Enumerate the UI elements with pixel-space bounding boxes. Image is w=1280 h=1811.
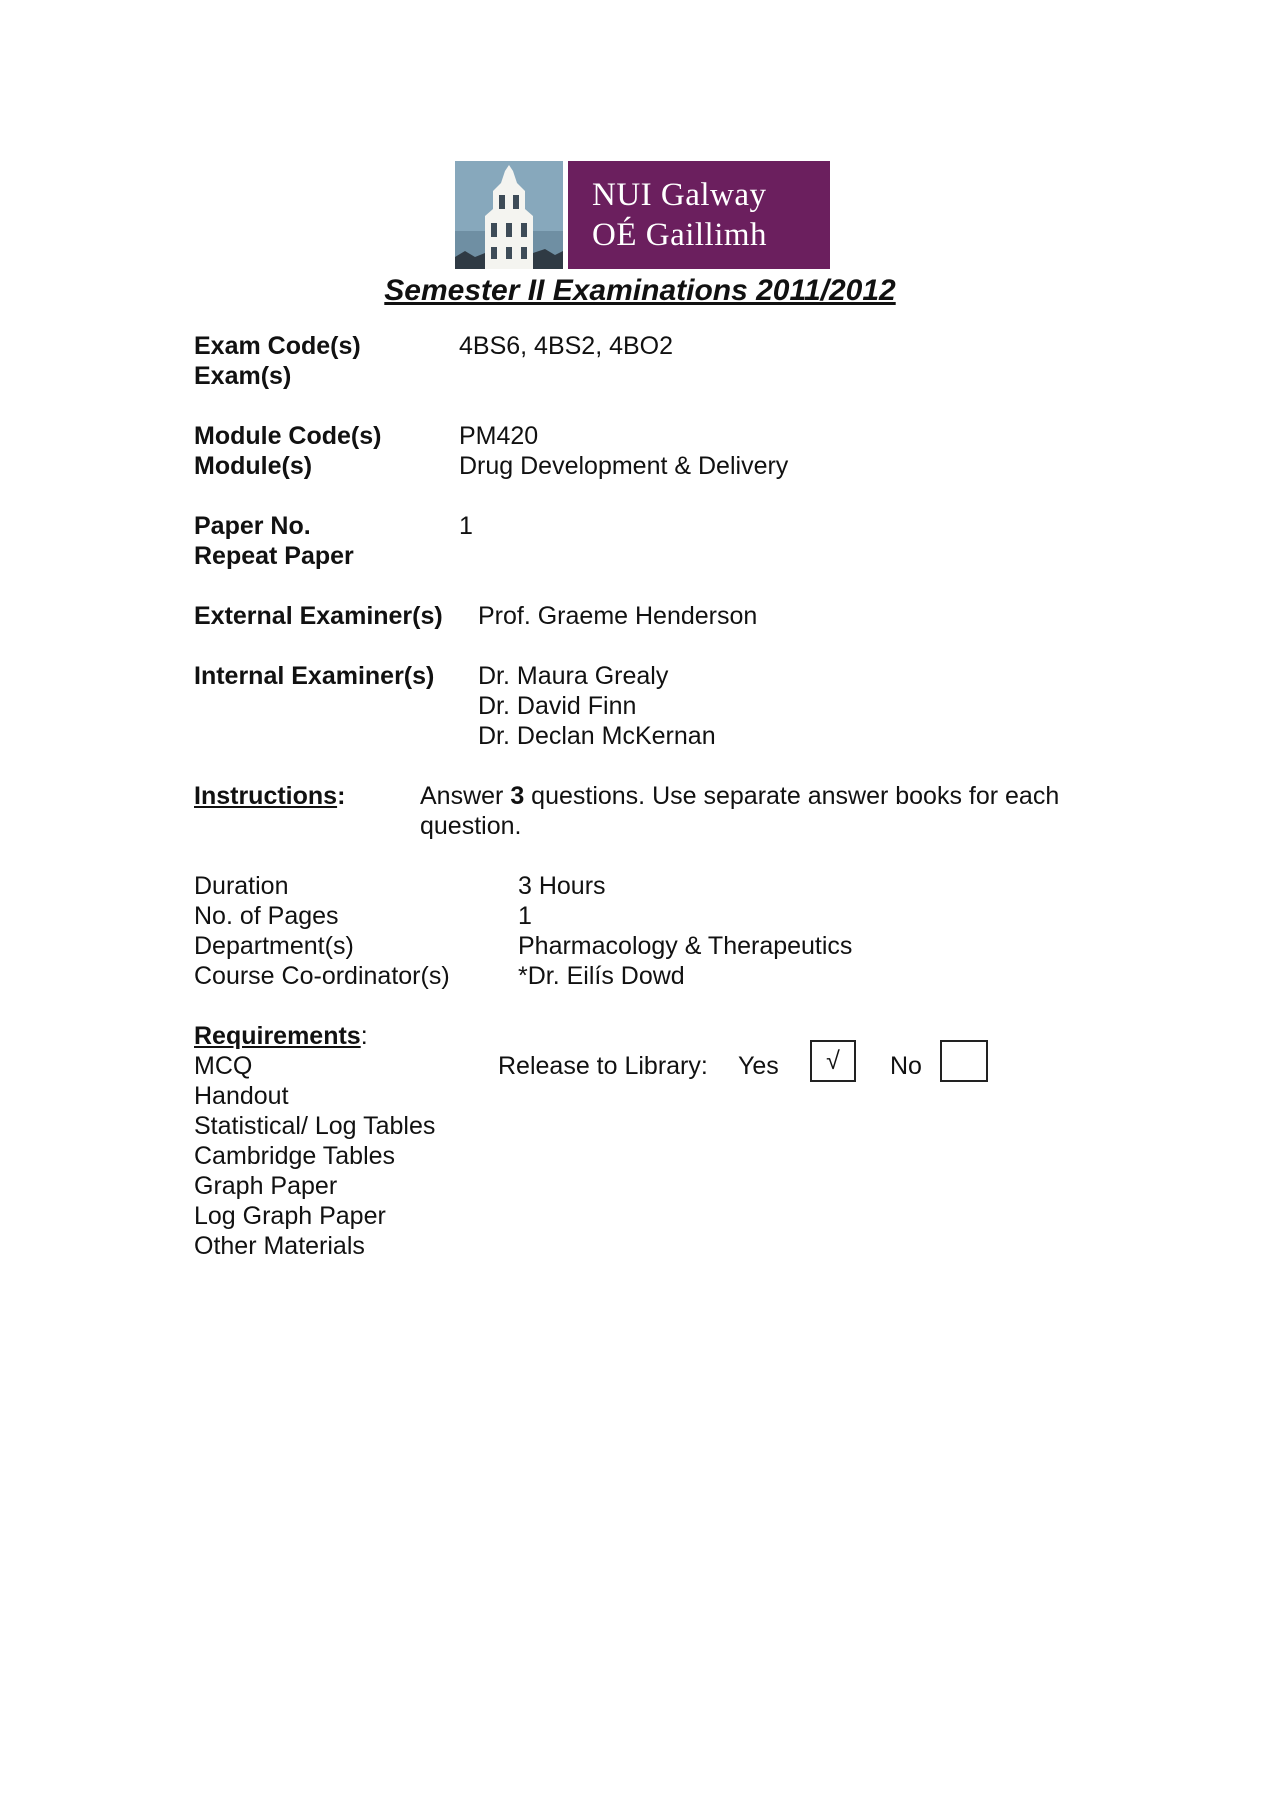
instructions-question-count: 3 [510, 782, 525, 810]
release-yes-checkbox[interactable]: √ [810, 1040, 856, 1082]
university-logo [455, 161, 830, 269]
module-value: Drug Development & Delivery [459, 452, 789, 480]
internal-examiner-value: Dr. Maura Grealy [478, 662, 669, 690]
requirement-item: Log Graph Paper [194, 1202, 386, 1230]
logo-line-english: NUI Galway [592, 177, 767, 213]
instructions-label-text: Instructions [194, 782, 338, 810]
pages-value: 1 [518, 902, 532, 930]
requirement-item: Cambridge Tables [194, 1142, 396, 1170]
coordinator-label: Course Co-ordinator(s) [194, 962, 450, 990]
duration-label: Duration [194, 872, 289, 900]
requirements-label [194, 1021, 368, 1051]
university-tower-icon [455, 161, 563, 269]
logo-line-irish: OÉ Gaillimh [592, 217, 768, 253]
instructions-colon: : [337, 782, 346, 810]
paper-no-value: 1 [459, 512, 473, 540]
module-code-label: Module Code(s) [194, 422, 382, 450]
pages-label: No. of Pages [194, 902, 339, 930]
requirements-label-text: Requirements [194, 1022, 361, 1050]
page-title: Semester II Examinations 2011/2012 [384, 274, 896, 307]
exam-code-label: Exam Code(s) [194, 332, 361, 360]
release-library-label: Release to Library: [498, 1052, 708, 1080]
external-examiner-label: External Examiner(s) [194, 602, 443, 630]
instructions-line-1 [420, 781, 1059, 811]
exam-code-value: 4BS6, 4BS2, 4BO2 [459, 332, 674, 360]
instructions-line-2: question. [420, 812, 522, 840]
requirement-item: Handout [194, 1082, 289, 1110]
release-no-label: No [890, 1052, 922, 1080]
external-examiner-value: Prof. Graeme Henderson [478, 602, 758, 630]
requirement-item: MCQ [194, 1052, 253, 1080]
requirement-item: Other Materials [194, 1232, 365, 1260]
module-label: Module(s) [194, 452, 313, 480]
repeat-paper-label: Repeat Paper [194, 542, 354, 570]
internal-examiner-value: Dr. Declan McKernan [478, 722, 716, 750]
release-yes-label: Yes [738, 1052, 779, 1080]
requirement-item: Graph Paper [194, 1172, 338, 1200]
internal-examiner-value: Dr. David Finn [478, 692, 637, 720]
department-label: Department(s) [194, 932, 354, 960]
coordinator-value: *Dr. Eilís Dowd [518, 962, 685, 990]
requirement-item: Statistical/ Log Tables [194, 1112, 436, 1140]
internal-examiner-label: Internal Examiner(s) [194, 662, 435, 690]
logo-wordmark [568, 161, 830, 269]
exam-label: Exam(s) [194, 362, 292, 390]
duration-value: 3 Hours [518, 872, 606, 900]
instructions-text-pre: Answer [420, 782, 511, 810]
department-value: Pharmacology & Therapeutics [518, 932, 853, 960]
requirements-colon: : [360, 1022, 368, 1050]
instructions-label [194, 781, 345, 811]
module-code-value: PM420 [459, 422, 539, 450]
release-no-checkbox[interactable] [940, 1040, 988, 1082]
paper-no-label: Paper No. [194, 512, 311, 540]
instructions-text-post: questions. Use separate answer books for each [524, 782, 1060, 810]
